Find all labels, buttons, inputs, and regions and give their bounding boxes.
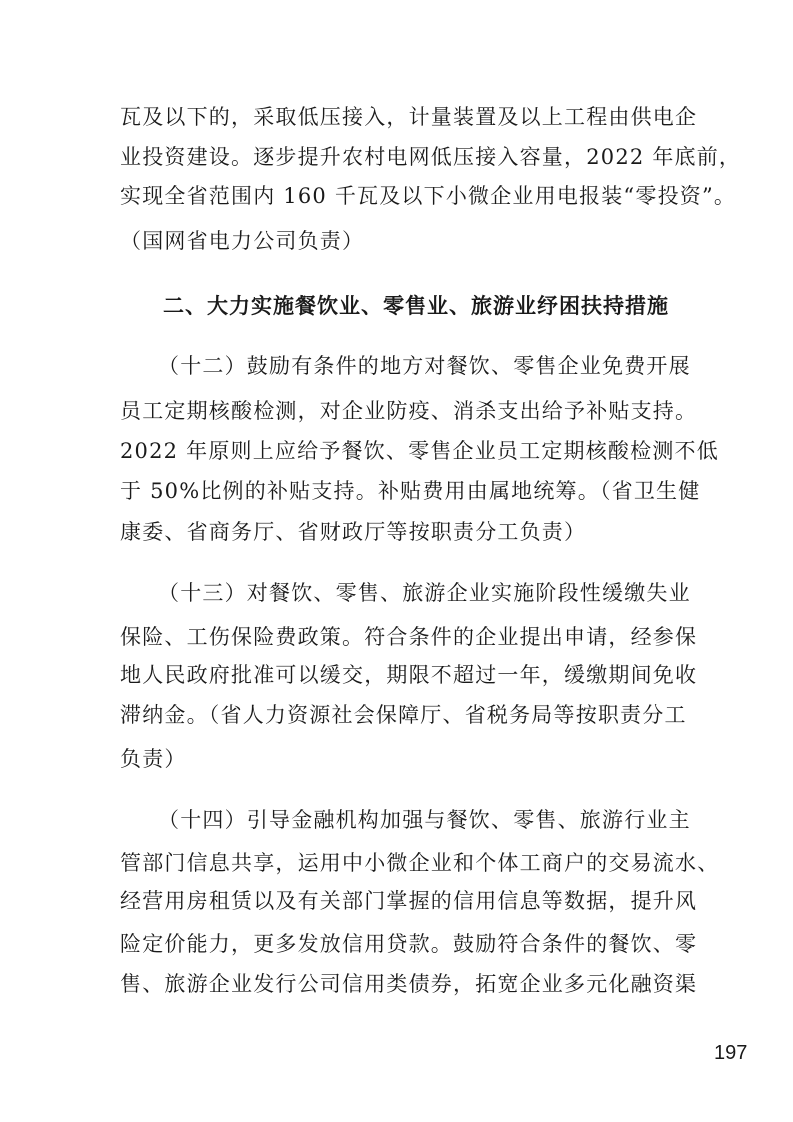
text-line: 售、旅游企业发行公司信用类债券，拓宽企业多元化融资渠 (120, 972, 698, 996)
text-line: 经营用房租赁以及有关部门掌握的信用信息等数据，提升风 (120, 889, 698, 913)
text-line: 实现全省范围内 160 千瓦及以下小微企业用电报装“零投资”。 (120, 184, 737, 208)
text-line: （十三）对餐饮、零售、旅游企业实施阶段性缓缴失业 (158, 581, 691, 605)
text-line: 地人民政府批准可以缓交，期限不超过一年，缓缴期间免收 (120, 663, 698, 687)
text-line: 员工定期核酸检测，对企业防疫、消杀支出给予补贴支持。 (120, 399, 698, 423)
text-line: 瓦及以下的，采取低压接入，计量装置及以上工程由供电企 (120, 105, 698, 129)
text-line: 险定价能力，更多发放信用贷款。鼓励符合条件的餐饮、零 (120, 932, 698, 956)
text-line: 管部门信息共享，运用中小微企业和个体工商户的交易流水、 (120, 851, 720, 875)
text-line: 康委、省商务厅、省财政厅等按职责分工负责） (120, 520, 587, 544)
text-line: （十四）引导金融机构加强与餐饮、零售、旅游行业主 (158, 808, 691, 832)
section-heading: 二、大力实施餐饮业、零售业、旅游业纾困扶持措施 (163, 294, 669, 318)
text-line: （十二）鼓励有条件的地方对餐饮、零售企业免费开展 (158, 354, 691, 378)
text-line: 业投资建设。逐步提升农村电网低压接入容量，2022 年底前， (120, 145, 742, 169)
text-line: 2022 年原则上应给予餐饮、零售企业员工定期核酸检测不低 (120, 439, 719, 463)
page-number: 197 (714, 1042, 748, 1064)
text-line: 负责） (120, 747, 187, 771)
text-line: 保险、工伤保险费政策。符合条件的企业提出申请，经参保 (120, 625, 698, 649)
text-line: 于 50%比例的补贴支持。补贴费用由属地统筹。（省卫生健 (120, 479, 701, 503)
text-line: 滞纳金。（省人力资源社会保障厅、省税务局等按职责分工 (120, 703, 687, 727)
text-line: （国网省电力公司负责） (120, 229, 365, 253)
